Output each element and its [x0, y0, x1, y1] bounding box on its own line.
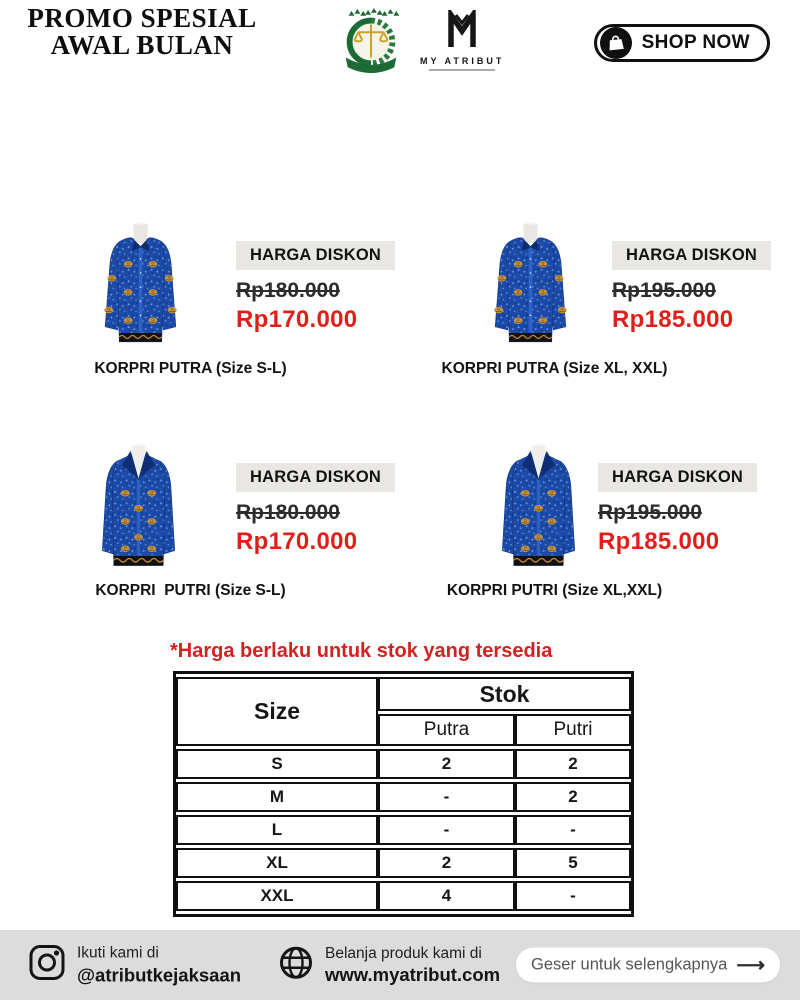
putra-cell: 2 [378, 749, 515, 779]
globe-icon [278, 945, 314, 986]
old-price: Rp180.000 [236, 501, 340, 524]
product-card [58, 221, 413, 406]
size-cell: XL [176, 848, 378, 878]
new-price: Rp185.000 [598, 528, 720, 555]
discount-badge: HARGA DISKON [612, 241, 771, 270]
my-atribut-monogram-icon [441, 10, 483, 55]
stock-table [173, 671, 634, 917]
arrow-right-icon: ⟶ [736, 954, 765, 976]
instagram-line1: Ikuti kami di [77, 944, 159, 962]
page-title-line2: AWAL BULAN [50, 30, 234, 60]
page-title [8, 5, 276, 59]
product-name: KORPRI PUTRI (Size XL,XXL) [446, 582, 663, 599]
product-name: KORPRI PUTRA (Size XL, XXL) [441, 360, 668, 377]
product-card [422, 443, 777, 628]
putri-cell: - [515, 881, 631, 911]
table-row [176, 749, 631, 779]
col-header-stok: Stok [378, 677, 631, 711]
instagram-icon [28, 944, 66, 987]
table-row [176, 881, 631, 911]
new-price: Rp170.000 [236, 528, 358, 555]
old-price: Rp180.000 [236, 279, 340, 302]
discount-badge: HARGA DISKON [236, 241, 395, 270]
price-block [236, 463, 395, 556]
putra-cell: 2 [378, 848, 515, 878]
header-logos [338, 6, 504, 81]
size-cell: S [176, 749, 378, 779]
price-block [236, 241, 395, 334]
old-price: Rp195.000 [612, 279, 716, 302]
col-header-putra: Putra [378, 714, 515, 746]
product-card [422, 221, 777, 406]
new-price: Rp170.000 [236, 306, 358, 333]
brand-tagline-illegible [429, 69, 495, 71]
brand-name: MY ATRIBUT [420, 56, 505, 66]
col-header-size: Size [176, 677, 378, 746]
putra-cell: - [378, 815, 515, 845]
shopping-bag-icon [600, 27, 632, 59]
col-header-putri: Putri [515, 714, 631, 746]
table-row [176, 782, 631, 812]
putra-cell: - [378, 782, 515, 812]
discount-badge: HARGA DISKON [598, 463, 757, 492]
product-card [58, 443, 413, 628]
instagram-contact[interactable] [28, 944, 241, 987]
product-name: KORPRI PUTRI (Size S-L) [95, 582, 286, 599]
putri-cell: 5 [515, 848, 631, 878]
size-cell: L [176, 815, 378, 845]
swipe-more-label: Geser untuk selengkapnya [531, 955, 728, 974]
shop-now-button[interactable] [594, 24, 770, 62]
website-url: www.myatribut.com [325, 964, 501, 986]
product-name: KORPRI PUTRA (Size S-L) [94, 360, 287, 377]
putri-cell: 2 [515, 749, 631, 779]
product-image-korpri-putri-xl [490, 443, 587, 577]
product-image-korpri-putra-xl [482, 221, 579, 355]
price-block [598, 463, 757, 556]
swipe-more-button[interactable] [516, 948, 780, 983]
price-block [612, 241, 771, 334]
size-cell: XXL [176, 881, 378, 911]
website-line1: Belanja produk kami di [325, 944, 482, 962]
discount-badge: HARGA DISKON [236, 463, 395, 492]
shop-now-label: SHOP NOW [641, 32, 750, 53]
footer [0, 930, 800, 1000]
website-contact[interactable] [278, 944, 500, 987]
old-price: Rp195.000 [598, 501, 702, 524]
table-row [176, 848, 631, 878]
page-title-line1: PROMO SPESIAL [27, 3, 257, 33]
instagram-text [77, 944, 241, 987]
product-image-korpri-putra-sl [92, 221, 189, 355]
putri-cell: - [515, 815, 631, 845]
putri-cell: 2 [515, 782, 631, 812]
brand-logo [420, 10, 504, 71]
putra-cell: 4 [378, 881, 515, 911]
table-row [176, 815, 631, 845]
new-price: Rp185.000 [612, 306, 734, 333]
website-text [325, 944, 500, 987]
product-image-korpri-putri-sl [90, 443, 187, 577]
instagram-handle: @atributkejaksaan [77, 964, 242, 986]
kejaksaan-emblem-icon [338, 6, 404, 81]
price-disclaimer: *Harga berlaku untuk stok yang tersedia [170, 640, 553, 662]
size-cell: M [176, 782, 378, 812]
